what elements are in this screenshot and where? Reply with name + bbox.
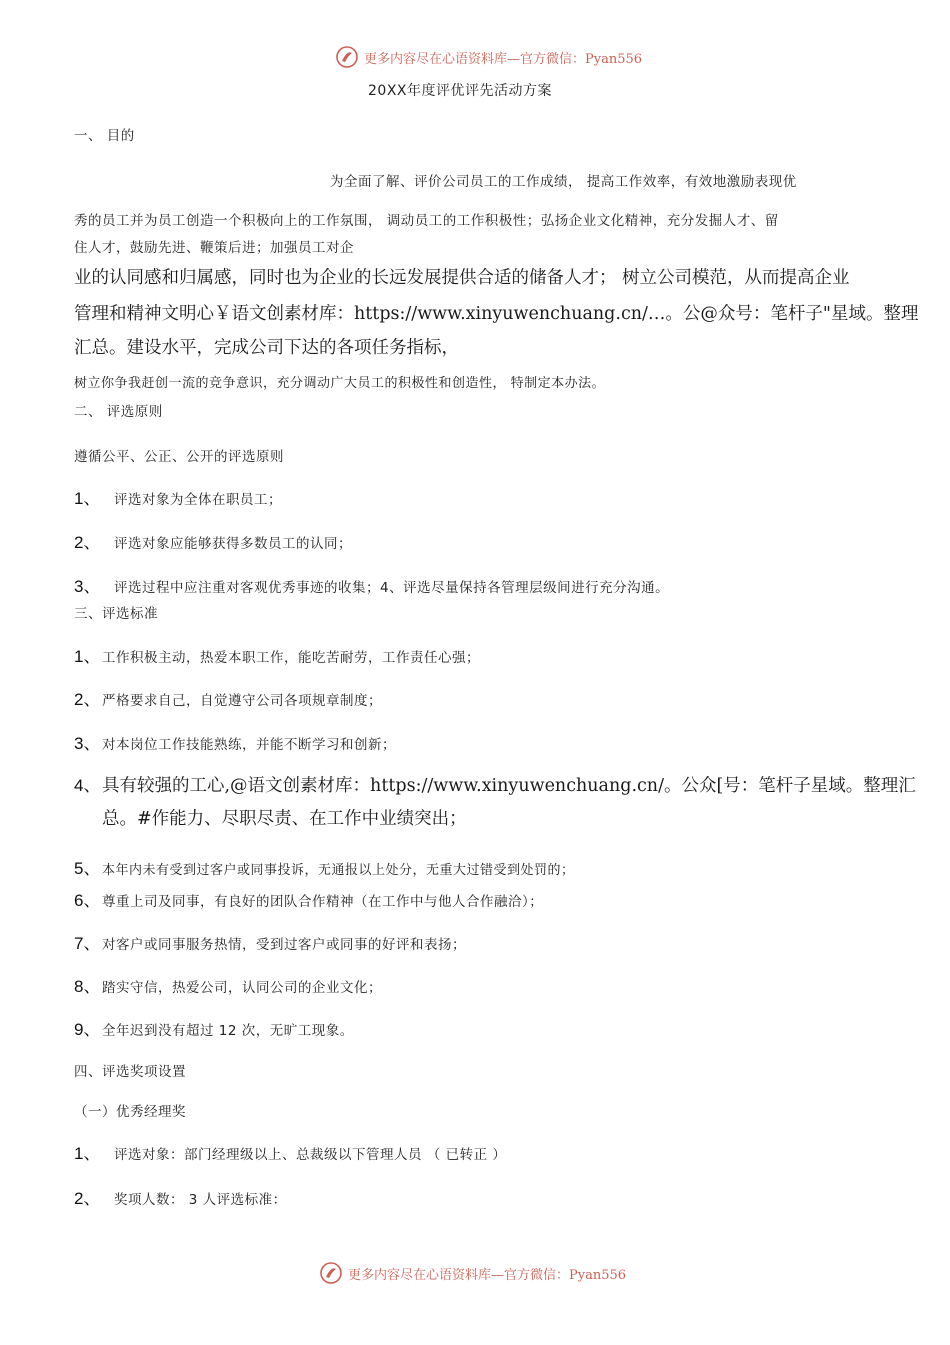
watermark-text: 更多内容尽在心语资料库—官方微信：Pyan556 (364, 51, 643, 67)
list-item (74, 572, 669, 597)
list-text: 对本岗位工作技能熟练，并能不断学习和创新； (102, 737, 396, 753)
list-item (74, 771, 916, 797)
list-item (74, 854, 575, 879)
list-text: 全年迟到没有超过 12 次，无旷工现象。 (102, 1023, 354, 1039)
list-number: 4、 (74, 776, 101, 795)
footer-watermark (320, 1262, 626, 1284)
section1-big-line3: 汇总。建设水平，完成公司下达的各项任务指标， (74, 338, 459, 358)
list-item (74, 642, 480, 667)
list-number: 1、 (74, 1144, 101, 1163)
header-watermark (336, 46, 642, 68)
list-item (74, 528, 352, 553)
list-text: 评选过程中应注重对客观优秀事迹的收集；4、评选尽量保持各管理层级间进行充分沟通。 (114, 580, 670, 596)
section3-heading: 三、评选标准 (74, 606, 158, 622)
section1-big-line2: 管理和精神文明心￥语文创素材库：https://www.xinyuwenchuang.cn/…。公@众号：笔杆子"星域。整理 (74, 304, 919, 324)
list-number: 6、 (74, 891, 101, 910)
list-item (74, 1184, 287, 1209)
list-number: 2、 (74, 1189, 101, 1208)
section1-line2: 秀的员工并为员工创造一个积极向上的工作氛围， 调动员工的工作积极性；弘扬企业文化精神，充分发掘人才、留 (74, 213, 779, 229)
list-text: 评选对象为全体在职员工； (114, 492, 282, 508)
watermark-text: 更多内容尽在心语资料库—官方微信：Pyan556 (348, 1267, 627, 1283)
list-number: 1、 (74, 647, 101, 666)
section1-line1: 为全面了解、评价公司员工的工作成绩， 提高工作效率，有效地激励表现优 (330, 174, 797, 190)
list-text: 踏实守信，热爱公司，认同公司的企业文化； (102, 980, 382, 996)
list-number: 3、 (74, 734, 101, 753)
section4-subheading: （一）优秀经理奖 (74, 1104, 186, 1120)
list-number: 7、 (74, 934, 101, 953)
list-number: 2、 (74, 690, 101, 709)
list-number: 8、 (74, 977, 101, 996)
section1-line3: 住人才，鼓励先进、鞭策后进；加强员工对企 (74, 240, 354, 256)
list-text: 尊重上司及同事，有良好的团队合作精神（在工作中与他人合作融洽）； (102, 894, 544, 910)
section2-heading: 二、 评选原则 (74, 404, 163, 420)
section2-intro: 遵循公平、公正、公开的评选原则 (74, 449, 284, 465)
list-item (74, 1139, 506, 1164)
list-text: 对客户或同事服务热情，受到过客户或同事的好评和表扬； (102, 937, 466, 953)
brush-logo-icon (336, 46, 358, 68)
list-item (74, 886, 543, 911)
section1-heading: 一、 目的 (74, 128, 135, 144)
section4-heading: 四、评选奖项设置 (74, 1064, 186, 1080)
list-number: 1、 (74, 489, 101, 508)
list-text-continued: 总。#作能力、尽职尽责、在工作中业绩突出； (102, 809, 467, 829)
page-title: 20XX年度评优评先活动方案 (368, 83, 552, 99)
list-text: 严格要求自己，自觉遵守公司各项规章制度； (102, 693, 382, 709)
list-item (74, 929, 466, 954)
section1-big-line1: 业的认同感和归属感，同时也为企业的长远发展提供合适的储备人才； 树立公司模范，从而提高企业 (74, 268, 850, 288)
list-text: 评选对象：部门经理级以上、总裁级以下管理人员 （ 已转正 ） (114, 1147, 507, 1163)
list-item (74, 729, 396, 754)
list-number: 9、 (74, 1020, 101, 1039)
list-item (74, 685, 382, 710)
list-text: 工作积极主动，热爱本职工作，能吃苦耐劳，工作责任心强； (102, 650, 480, 666)
list-number: 2、 (74, 533, 101, 552)
list-item (74, 484, 282, 509)
brush-logo-icon (320, 1262, 342, 1284)
list-text: 奖项人数： 3 人评选标准： (114, 1192, 287, 1208)
section1-line4: 树立你争我赶创一流的竞争意识，充分调动广大员工的积极性和创造性， 特制定本办法。 (74, 376, 606, 391)
list-item (74, 1015, 354, 1040)
list-text: 本年内未有受到过客户或同事投诉，无通报以上处分，无重大过错受到处罚的； (102, 863, 575, 878)
list-number: 5、 (74, 859, 101, 878)
list-text: 评选对象应能够获得多数员工的认同； (114, 536, 352, 552)
list-item (74, 972, 382, 997)
list-text: 具有较强的工心,@语文创素材库：https://www.xinyuwenchuang.cn/。公众[号：笔杆子星域。整理汇 (102, 776, 916, 796)
list-number: 3、 (74, 577, 101, 596)
